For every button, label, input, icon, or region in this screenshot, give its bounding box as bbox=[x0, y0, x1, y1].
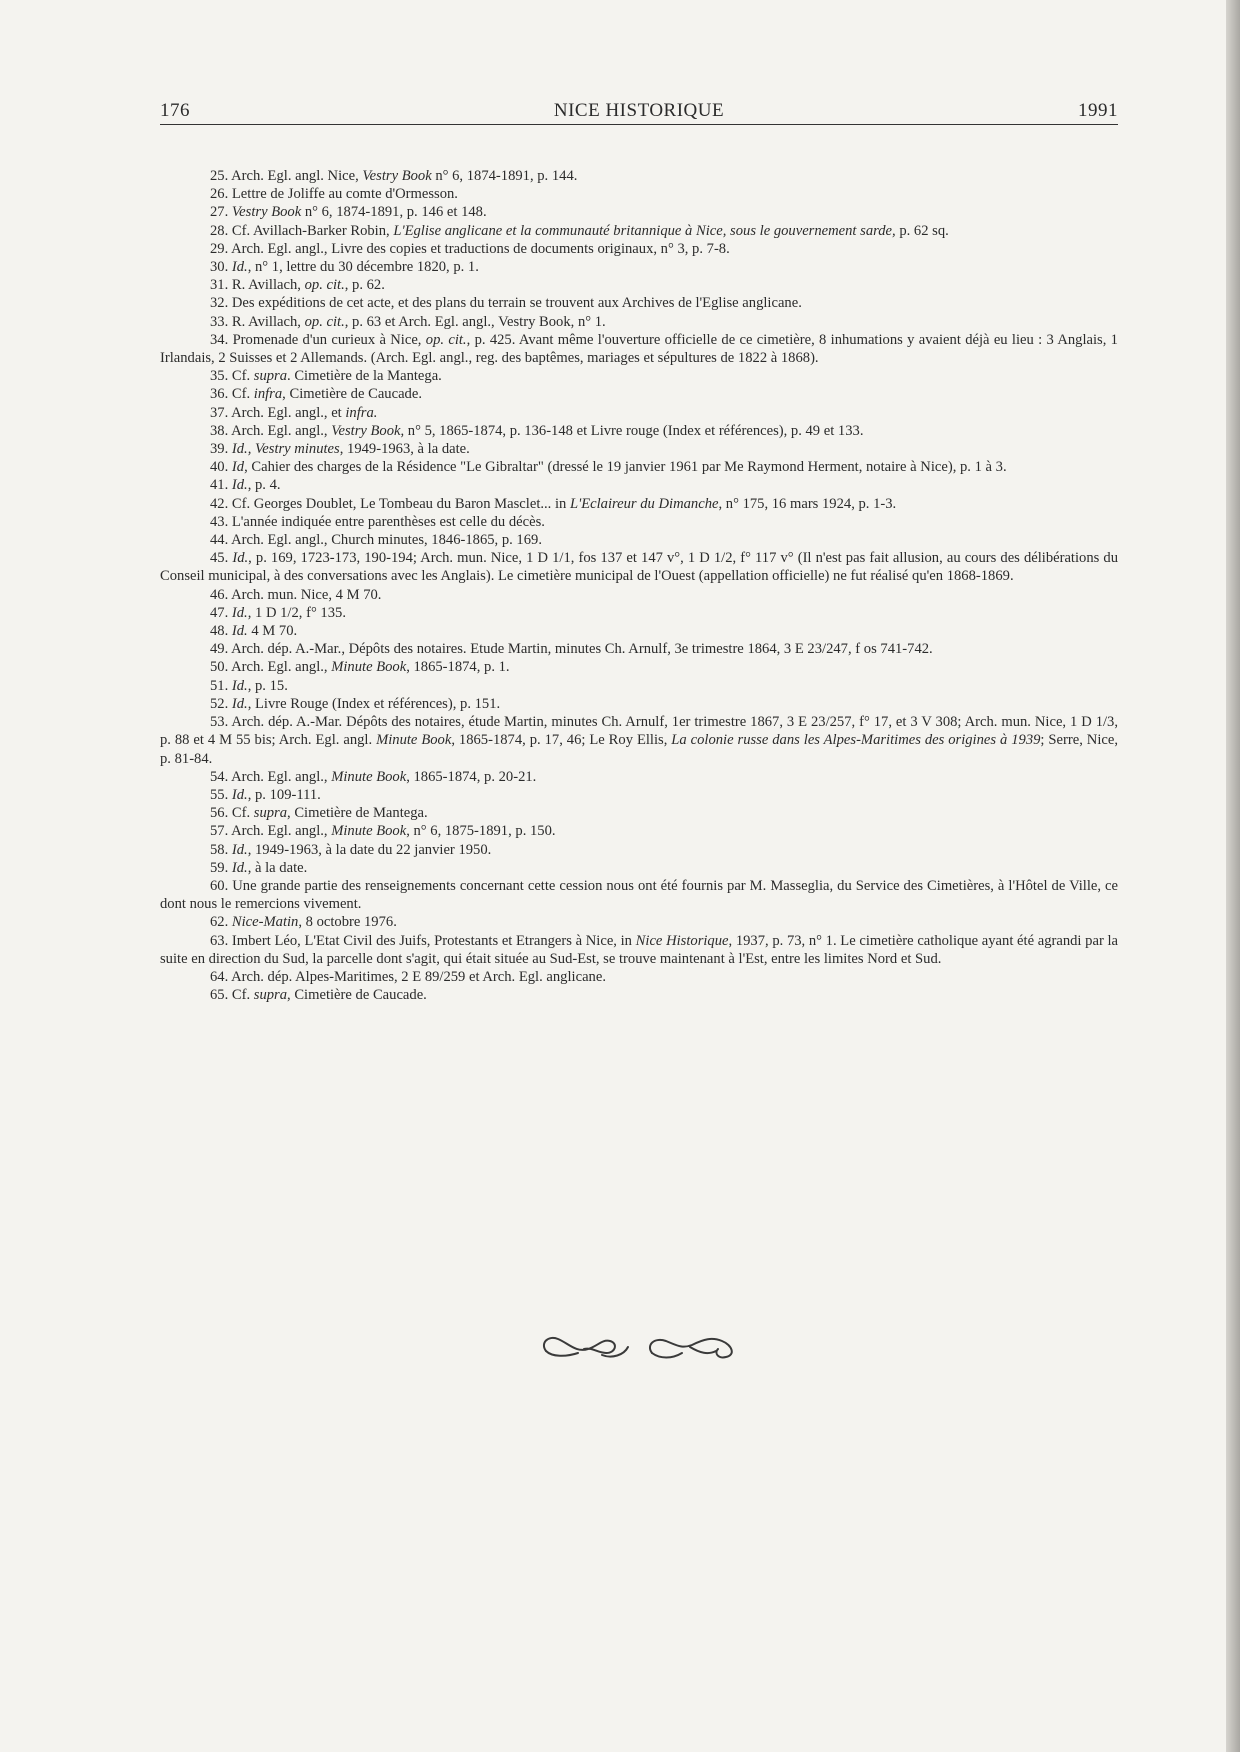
footnote-text: 40. bbox=[210, 459, 232, 476]
footnote bbox=[160, 804, 1118, 822]
footnote-text: 25. Arch. Egl. angl. Nice, bbox=[210, 168, 363, 184]
footnote-italic-text: op. cit. bbox=[425, 331, 467, 348]
footnote bbox=[160, 240, 1118, 258]
footnote-text: 37. Arch. Egl. angl., et bbox=[210, 404, 346, 421]
footnote-italic-text: Minute Book bbox=[376, 732, 452, 749]
footnote bbox=[160, 167, 1118, 185]
footnote bbox=[160, 986, 1118, 1004]
footnote bbox=[160, 203, 1118, 221]
footnote bbox=[160, 604, 1118, 622]
footnote bbox=[160, 586, 1118, 604]
footnote-text: 53. Arch. dép. A.-Mar. Dépôts des notaires, étude Martin, minutes Ch. Arnulf, 1er trimestre 1867, 3 E 23/257, f° 17, et 3 V 308; Arch. mun. Nice, 1 D 1/3, p. 88 et 4 M 55 bis; Arch. Egl. angl. bbox=[160, 714, 1118, 749]
running-header bbox=[160, 100, 1118, 125]
footnote-text: . Cimetière de la Mantega. bbox=[287, 368, 442, 385]
footnote bbox=[160, 313, 1118, 331]
footnote-text: 51. bbox=[210, 677, 232, 694]
footnote bbox=[160, 768, 1118, 786]
footnote-text: 42. Cf. Georges Doublet, Le Tombeau du Baron Masclet... in bbox=[210, 495, 570, 512]
footnote-italic-text: supra bbox=[253, 805, 288, 822]
footnote bbox=[160, 185, 1118, 203]
footnote-text: 44. Arch. Egl. angl., Church minutes, 1846-1865, p. 169. bbox=[210, 532, 542, 549]
footnote bbox=[160, 968, 1118, 986]
footnote-text: 47. bbox=[210, 604, 232, 621]
footnote-text: , p. 62. bbox=[344, 277, 385, 294]
footnote bbox=[160, 695, 1118, 713]
footnote-italic-text: L'Eglise anglicane et la communauté britannique à Nice, sous le gouvernement sarde, bbox=[393, 222, 896, 239]
footnote-italic-text: infra bbox=[253, 386, 283, 403]
footnote bbox=[160, 640, 1118, 658]
footnote-text: 62. bbox=[210, 914, 232, 931]
footnote-text: , 1937, p. 73, n° 1. Le cimetière catholique ayant été agrandi par la suite en direction du Sud, la parcelle dont s'agit, qui était située au Sud-Est, se trouve maintenant à l'Est, entre les limites Nord et Sud. bbox=[160, 932, 1119, 967]
footnote-italic-text: op. cit. bbox=[304, 277, 345, 294]
footnote-text: , p. 4. bbox=[247, 477, 281, 494]
footnote bbox=[160, 495, 1118, 513]
footnote-text: n° 6, 1874-1891, p. 144. bbox=[431, 168, 578, 184]
page-edge-shadow bbox=[1226, 0, 1240, 1752]
footnote-text: , 1949-1963, à la date. bbox=[339, 441, 470, 458]
footnote-italic-text: Id. bbox=[231, 623, 248, 640]
footnote bbox=[160, 713, 1118, 768]
footnote-text: , 1 D 1/2, f° 135. bbox=[247, 604, 346, 621]
footnote-text: , p. 169, 1723-173, 190-194; Arch. mun. Nice, 1 D 1/1, fos 137 et 147 v°, 1 D 1/2, f° 117 v° (Il n'est pas fait allusion, au cours des délibérations du Conseil municipal, à des conversations avec les Anglais). Le cimetière municipal de l'Ouest (appellation officielle) ne fut réalisé qu'en 1868-1869. bbox=[160, 550, 1119, 585]
footnote-text: 48. bbox=[210, 623, 232, 640]
footnote-text: , 8 octobre 1976. bbox=[298, 914, 397, 931]
footnote-text: , Cimetière de Caucade. bbox=[282, 386, 422, 403]
footnote-text: , Livre Rouge (Index et références), p. 151. bbox=[247, 695, 501, 712]
footnote-text: 35. Cf. bbox=[210, 368, 254, 385]
footnote-italic-text: Nice-Matin bbox=[231, 914, 299, 931]
footnote-text: 39. bbox=[210, 441, 232, 458]
footnote-italic-text: supra bbox=[253, 368, 288, 385]
footnote bbox=[160, 932, 1118, 968]
footnote-text: 63. Imbert Léo, L'Etat Civil des Juifs, Protestants et Etrangers à Nice, in bbox=[210, 932, 636, 949]
footnote-text: , p. 63 et Arch. Egl. angl., Vestry Book, n° 1. bbox=[344, 313, 606, 330]
footnote bbox=[160, 422, 1118, 440]
footnote-italic-text: Vestry Book bbox=[362, 168, 432, 184]
footnote-text: n° 6, 1874-1891, p. 146 et 148. bbox=[301, 204, 487, 221]
footnote-text: 34. Promenade d'un curieux à Nice, bbox=[210, 331, 426, 348]
footnote-text: 30. bbox=[210, 259, 232, 276]
footnote-text: n° 5, 1865-1874, p. 136-148 et Livre rouge (Index et références), p. 49 et 133. bbox=[404, 422, 864, 439]
footnote-text: 52. bbox=[210, 695, 232, 712]
footnote-text: , n° 6, 1875-1891, p. 150. bbox=[406, 823, 556, 840]
footnotes-list bbox=[160, 167, 1118, 1004]
footnote-text: 50. Arch. Egl. angl., bbox=[210, 659, 332, 676]
footnote-italic-text: L'Eclaireur du Dimanche bbox=[569, 495, 719, 512]
footnote-text: 59. bbox=[210, 859, 232, 876]
footnote-text: , Cimetière de Mantega. bbox=[287, 805, 428, 822]
footnote bbox=[160, 458, 1118, 476]
footnote-italic-text: Id. bbox=[231, 477, 248, 494]
footnote-text: 36. Cf. bbox=[210, 386, 254, 403]
footnote-text: 65. Cf. bbox=[210, 987, 254, 1004]
footnote-text: 4 M 70. bbox=[247, 623, 298, 640]
footnote-text: , 1865-1874, p. 20-21. bbox=[406, 768, 537, 785]
footnote-italic-text: Minute Book bbox=[331, 768, 407, 785]
footnote bbox=[160, 440, 1118, 458]
footnote bbox=[160, 786, 1118, 804]
footnote bbox=[160, 658, 1118, 676]
footnote-text: , à la date. bbox=[247, 859, 308, 876]
footnote bbox=[160, 513, 1118, 531]
footnote-text: , n° 175, 16 mars 1924, p. 1-3. bbox=[718, 495, 897, 512]
footnote bbox=[160, 677, 1118, 695]
footnote bbox=[160, 531, 1118, 549]
footnote bbox=[160, 331, 1118, 367]
footnote-text: 33. R. Avillach, bbox=[210, 313, 305, 330]
footnote-italic-text: Id bbox=[231, 459, 245, 476]
footnote-italic-text: supra bbox=[253, 987, 288, 1004]
footnote-text: 38. Arch. Egl. angl., bbox=[210, 422, 332, 439]
footnote-text: 43. L'année indiquée entre parenthèses est celle du décès. bbox=[210, 513, 545, 530]
footnote-text: p. 62 sq. bbox=[895, 222, 949, 239]
footnote-text: , p. 109-111. bbox=[247, 786, 321, 803]
flourish-ornament-icon bbox=[532, 1325, 748, 1369]
footnote bbox=[160, 404, 1118, 422]
footnote bbox=[160, 294, 1118, 312]
footnote-text: , 1865-1874, p. 1. bbox=[406, 659, 510, 676]
footnote-text: 45. bbox=[210, 550, 233, 567]
footnote-italic-text: Vestry Book bbox=[231, 204, 302, 221]
footnote bbox=[160, 841, 1118, 859]
footnote-text: 60. Une grande partie des renseignements concernant cette cession nous ont été fournis par M. Masseglia, du Service des Cimetières, à l'Hôtel de Ville, ce dont nous le remercions vivement. bbox=[160, 877, 1118, 913]
footnote-text: , n° 1, lettre du 30 décembre 1820, p. 1. bbox=[247, 259, 479, 276]
journal-title: NICE HISTORIQUE bbox=[553, 100, 725, 121]
footnote-italic-text: Id. bbox=[231, 786, 248, 803]
footnote-text: 54. Arch. Egl. angl., bbox=[210, 768, 332, 785]
footnote-text: 29. Arch. Egl. angl., Livre des copies et traductions de documents originaux, n° 3, p. 7-8. bbox=[210, 240, 730, 257]
footnote-italic-text: op. cit. bbox=[304, 313, 345, 330]
footnote-italic-text: Minute Book bbox=[331, 659, 407, 676]
footnote-italic-text: Id. bbox=[231, 695, 248, 712]
footnote-italic-text: Minute Book bbox=[331, 823, 407, 840]
footnote-text: 55. bbox=[210, 786, 232, 803]
footnote-italic-text: Id. bbox=[231, 604, 248, 621]
footnote-text: 27. bbox=[210, 204, 232, 221]
footnote-text: 58. bbox=[210, 841, 232, 858]
footnote-italic-text: Id. bbox=[232, 550, 249, 567]
footnote-text: , Cahier des charges de la Résidence "Le Gibraltar" (dressé le 19 janvier 1961 par Me Raymond Herment, notaire à Nice), p. 1 à 3. bbox=[244, 459, 1007, 476]
footnote bbox=[160, 222, 1118, 240]
publication-year: 1991 bbox=[1078, 100, 1118, 121]
footnote bbox=[160, 859, 1118, 877]
footnote-text: 32. Des expéditions de cet acte, et des plans du terrain se trouvent aux Archives de l'Eglise anglicane. bbox=[210, 295, 802, 312]
footnote-text: , 1865-1874, p. 17, 46; Le Roy Ellis, bbox=[451, 732, 672, 749]
footnote bbox=[160, 877, 1118, 913]
footnote bbox=[160, 549, 1118, 585]
footnote bbox=[160, 822, 1118, 840]
footnote-text: , 1949-1963, à la date du 22 janvier 1950. bbox=[247, 841, 492, 858]
footnote-italic-text: Id. bbox=[231, 859, 248, 876]
footnote-text: 46. Arch. mun. Nice, 4 M 70. bbox=[210, 586, 382, 603]
footnote-text: , Cimetière de Caucade. bbox=[287, 987, 427, 1004]
footnote-text: 41. bbox=[210, 477, 232, 494]
footnote-text: 26. Lettre de Joliffe au comte d'Ormesson. bbox=[210, 186, 458, 203]
footnote bbox=[160, 258, 1118, 276]
footnote bbox=[160, 276, 1118, 294]
footnote-italic-text: Nice Historique bbox=[635, 932, 729, 949]
footnote-italic-text: Id. bbox=[231, 677, 248, 694]
footnote-text: 49. Arch. dép. A.-Mar., Dépôts des notaires. Etude Martin, minutes Ch. Arnulf, 3e trimestre 1864, 3 E 23/247, f os 741-742. bbox=[210, 641, 933, 658]
footnote-text: 31. R. Avillach, bbox=[210, 277, 305, 294]
footnote-text: , p. 15. bbox=[247, 677, 288, 694]
footnote-italic-text: Vestry Book, bbox=[331, 422, 405, 439]
footnote-italic-text: Id. bbox=[231, 259, 248, 276]
footnote-italic-text: Id. bbox=[231, 841, 248, 858]
footnote bbox=[160, 622, 1118, 640]
footnote bbox=[160, 367, 1118, 385]
footnote bbox=[160, 913, 1118, 931]
footnote-text: ; Serre, Nice, p. 81-84. bbox=[160, 732, 1118, 767]
footnote-text: 28. Cf. Avillach-Barker Robin, bbox=[210, 222, 394, 239]
page-number: 176 bbox=[160, 100, 190, 121]
footnote-text: 64. Arch. dép. Alpes-Maritimes, 2 E 89/259 et Arch. Egl. anglicane. bbox=[210, 968, 606, 985]
footnote-italic-text: Id., Vestry minutes bbox=[231, 441, 340, 458]
footnote-text: , p. 425. Avant même l'ouverture officielle de ce cimetière, 8 inhumations y avaient déjà eu lieu : 3 Anglais, 1 Irlandais, 2 Suisses et 2 Allemands. (Arch. Egl. angl., reg. des baptêmes, mariages et sépultures de 1822 à 1868). bbox=[160, 331, 1118, 367]
footnote-text: 57. Arch. Egl. angl., bbox=[210, 823, 332, 840]
footnote-italic-text: La colonie russe dans les Alpes-Maritimes des origines à 1939 bbox=[671, 732, 1041, 749]
footnote bbox=[160, 385, 1118, 403]
footnote-text: 56. Cf. bbox=[210, 805, 254, 822]
footnote-italic-text: infra. bbox=[345, 404, 378, 421]
footnote bbox=[160, 476, 1118, 494]
